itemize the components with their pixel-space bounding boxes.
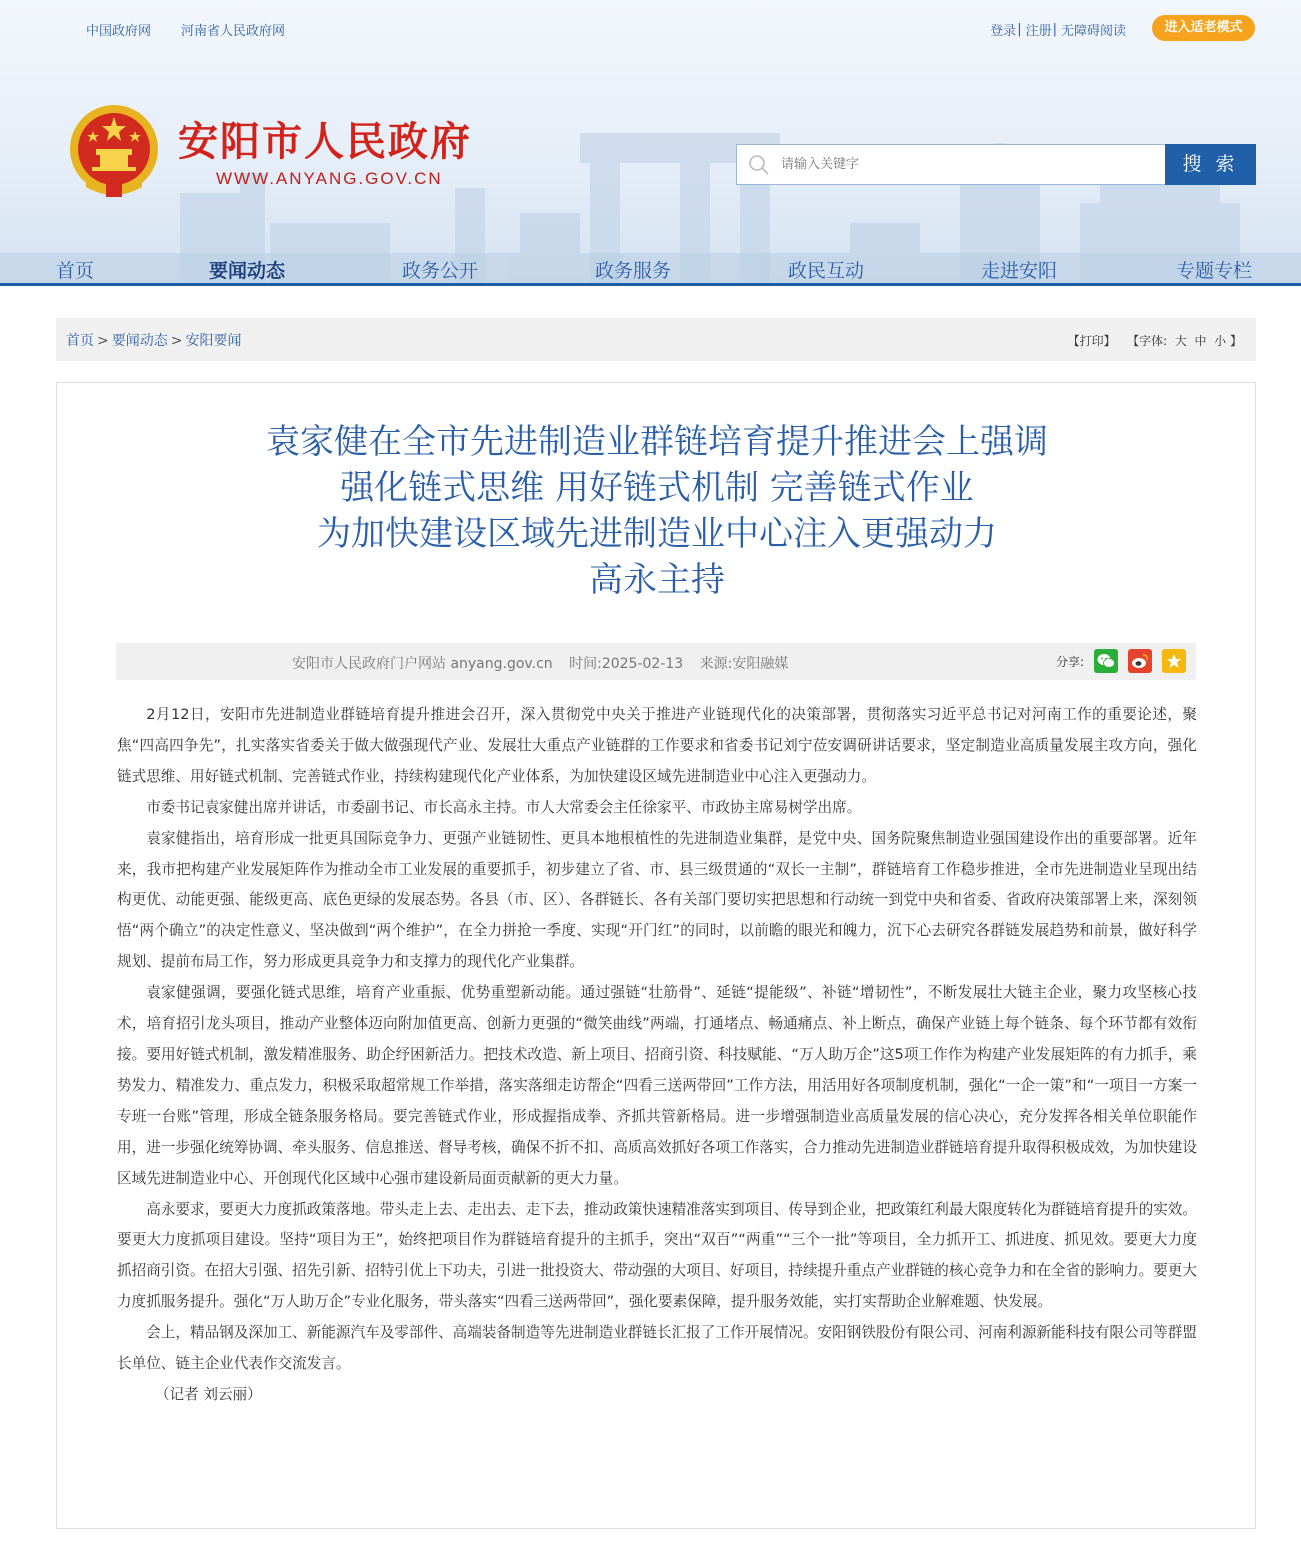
title-line: 为加快建设区域先进制造业中心注入更强动力 — [317, 514, 997, 554]
paragraph: 会上，精品钢及深加工、新能源汽车及零部件、高端装备制造等先进制造业群链长汇报了工作开展情况。安阳钢铁股份有限公司、河南利源新能科技有限公司等群盟长单位、链主企业代表作交流发言。 — [117, 1324, 1197, 1373]
breadcrumb — [66, 330, 241, 350]
breadcrumb-news[interactable]: 要闻动态 — [111, 333, 168, 349]
main-nav — [0, 256, 1301, 286]
site-header — [0, 0, 1301, 286]
share-bar — [1056, 649, 1186, 673]
link-gov-cn[interactable]: 中国政府网 — [86, 24, 152, 39]
nav-special-topics[interactable]: 专题专栏 — [1176, 260, 1253, 282]
article-author: （记者 刘云丽） — [154, 1385, 262, 1403]
favorite-icon[interactable] — [1162, 649, 1186, 673]
paragraph: 袁家健指出，培育形成一批更具国际竞争力、更强产业链韧性、更具本地根植性的先进制造业集群，是党中央、国务院聚焦制造业强国建设作出的重要部署。近年来，我市把构建产业发展矩阵作为推动全市工业发展的重要抓手，初步建立了省、市、县三级贯通的“双长一主制”，群链培育工作稳步推进，全市先进制造业呈现出结构更优、动能更强、能级更高、底色更绿的发展态势。各县（市、区）、各群链长、各有关部门要切实把思想和行动统一到党中央和省委、省政府决策部署上来，深刻领悟“两个确立”的决定性意义、坚决做到“两个维护”，在全力拼抢一季度、实现“开门红”的同时，以前瞻的眼光和魄力，沉下心去研究各群链发展趋势和前景，做好科学规划、提前布局工作，努力形成更具竞争力和支撑力的现代化产业集群。 — [117, 829, 1197, 971]
title-line: 强化链式思维 用好链式机制 完善链式作业 — [340, 468, 974, 508]
breadcrumb-separator: > — [170, 333, 183, 349]
nav-interaction[interactable]: 政民互动 — [788, 260, 865, 282]
paragraph: 市委书记袁家健出席并讲话，市委副书记、市长高永主持。市人大常委会主任徐家平、市政协主席易树学出席。 — [146, 798, 862, 816]
search-button[interactable]: 搜 索 — [1165, 144, 1256, 185]
search-input[interactable] — [781, 146, 1151, 184]
top-links-left — [86, 20, 285, 39]
separator: | — [1017, 22, 1022, 37]
wechat-icon[interactable] — [1094, 649, 1118, 673]
meta-time: 时间:2025-02-13 — [569, 656, 684, 672]
breadcrumb-separator: > — [97, 333, 109, 349]
national-emblem-icon — [68, 103, 160, 201]
search-icon — [737, 144, 781, 185]
nav-gov-affairs[interactable]: 政务公开 — [402, 260, 479, 282]
article-meta — [292, 653, 800, 673]
title-line: 袁家健在全市先进制造业群链培育提升推进会上强调 — [266, 422, 1048, 462]
nav-home[interactable]: 首页 — [56, 260, 95, 282]
article-meta-bar — [116, 643, 1196, 680]
site-url: WWW.ANYANG.GOV.CN — [216, 169, 443, 188]
paragraph: 2月12日，安阳市先进制造业群链培育提升推进会召开，深入贯彻党中央关于推进产业链现代化的决策部署，贯彻落实习近平总书记对河南工作的重要论述，聚焦“四高四争先”，扎实落实省委关于做大做强现代产业、发展壮大重点产业链群的工作要求和省委书记刘宁莅安调研讲话要求，坚定制造业高质量发展主攻方向，强化链式思维、用好链式机制、完善链式作业，持续构建现代化产业体系，为加快建设区域先进制造业中心注入更强动力。 — [117, 706, 1197, 785]
title-line: 高永主持 — [589, 560, 725, 600]
breadcrumb-home[interactable]: 首页 — [66, 333, 94, 349]
article-title — [57, 419, 1257, 603]
breadcrumb-anyang-news[interactable]: 安阳要闻 — [185, 333, 242, 349]
font-small-button[interactable]: 小 — [1214, 334, 1227, 348]
paragraph: 高永要求，要更大力度抓政策落地。带头走上去、走出去、走下去，推动政策快速精准落实到项目、传导到企业，把政策红利最大限度转化为群链培育提升的实效。要更大力度抓项目建设。坚持“项目为王”，始终把项目作为群链培育提升的主抓手，突出“双百”“两重”“三个一批”等项目，全力抓开工、抓进度、抓见效。要更大力度抓招商引资。在招大引强、招先引新、招特引优上下功夫，引进一批投资大、带动强的大项目、好项目，持续提升重点产业群链的核心竞争力和在全省的影响力。要更大力度抓服务提升。强化“万人助万企”专业化服务，带头落实“四看三送两带回”，强化要素保障，提升服务效能，实打实帮助企业解难题、快发展。 — [117, 1200, 1197, 1311]
nav-gov-services[interactable]: 政务服务 — [595, 260, 672, 282]
font-size-bracket: 】 — [1229, 334, 1242, 348]
article-tools — [1068, 332, 1242, 349]
register-link[interactable]: 注册 — [1025, 24, 1052, 39]
paragraph: 袁家健强调，要强化链式思维，培育产业重振、优势重塑新动能。通过强链“壮筋骨”、延链“提能级”、补链“增韧性”，不断发展壮大链主企业，聚力攻坚核心技术，培育招引龙头项目，推动产业整体迈向附加值更高、创新力更强的“微笑曲线”两端，打通堵点、畅通痛点、补上断点，确保产业链上每个链条、每个环节都有效衔接。要用好链式机制，激发精准服务、助企纾困新活力。把技术改造、新上项目、招商引资、科技赋能、“万人助万企”这5项工作作为构建产业发展矩阵的有力抓手，乘势发力、精准发力、重点发力，积极采取超常规工作举措，落实落细走访帮企“四看三送两带回”工作方法，用活用好各项制度机制，强化“一企一策”和“一项目一方案一专班一台账”管理，形成全链条服务格局。要完善链式作业，形成握指成拳、齐抓共管新格局。进一步增强制造业高质量发展的信心决心，充分发挥各相关单位职能作用，进一步强化统筹协调、牵头服务、信息推送、督导考核，确保不折不扣、高质高效抓好各项工作落实，合力推动先进制造业群链培育提升取得积极成效，为加快建设区域先进制造业中心、开创现代化区域中心强市建设新局面贡献新的更大力量。 — [117, 984, 1197, 1187]
breadcrumb-bar — [56, 318, 1256, 361]
font-size-label: 【字体: — [1127, 334, 1168, 348]
font-medium-button[interactable]: 中 — [1194, 334, 1207, 348]
login-link[interactable]: 登录 — [990, 24, 1017, 39]
meta-source: 来源:安阳融媒 — [699, 656, 789, 672]
link-henan-gov[interactable]: 河南省人民政府网 — [181, 24, 286, 39]
search-box — [736, 144, 1166, 185]
print-button[interactable]: 【打印】 — [1067, 334, 1116, 348]
font-large-button[interactable]: 大 — [1174, 334, 1187, 348]
share-label: 分享: — [1055, 654, 1084, 669]
weibo-icon[interactable] — [1128, 649, 1152, 673]
separator: | — [1052, 22, 1057, 37]
top-links-right — [990, 20, 1126, 39]
nav-about-anyang[interactable]: 走进安阳 — [981, 260, 1058, 282]
elder-mode-button[interactable]: 进入适老模式 — [1152, 15, 1255, 41]
article-body — [117, 700, 1197, 1411]
article-container — [56, 382, 1256, 1529]
meta-site-source: 安阳市人民政府门户网站 anyang.gov.cn — [292, 656, 553, 672]
nav-news[interactable]: 要闻动态 — [209, 260, 286, 282]
site-title: 安阳市人民政府 — [178, 118, 472, 165]
accessible-reading-link[interactable]: 无障碍阅读 — [1060, 24, 1126, 39]
